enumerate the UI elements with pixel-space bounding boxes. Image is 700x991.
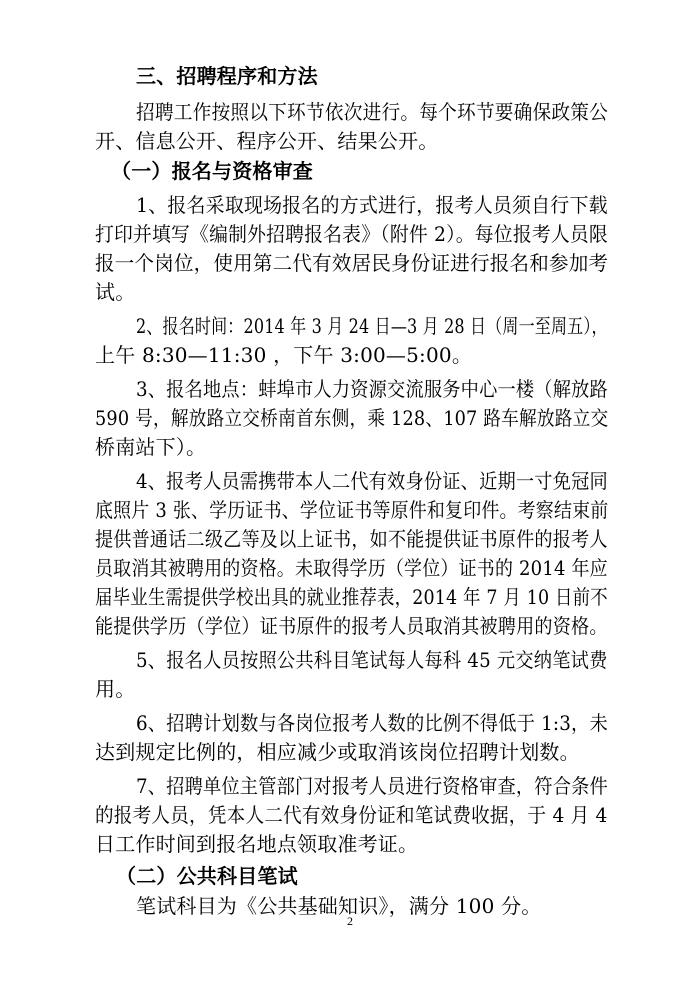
subsection-heading: （一）报名与资格审查	[111, 159, 313, 183]
section-heading: 三、招聘程序和方法	[136, 64, 318, 88]
paragraph-line: 3、报名地点：蚌埠市人力资源交流服务中心一楼（解放路	[136, 377, 608, 401]
paragraph-line: 5、报名人员按照公共科目笔试每人每科 45 元交纳笔试费	[136, 648, 608, 672]
paragraph-line: 4、报考人员需携带本人二代有效身份证、近期一寸免冠同	[136, 469, 608, 493]
paragraph-line: 2、报名时间：2014 年 3 月 24 日—3 月 28 日（周一至周五），	[136, 314, 608, 338]
paragraph-line: 试。	[95, 280, 136, 304]
page-number: 2	[347, 914, 353, 928]
paragraph-line: 报一个岗位，使用第二代有效居民身份证进行报名和参加考	[95, 251, 609, 275]
paragraph-line: 提供普通话二级乙等及以上证书，如不能提供证书原件的报考人	[95, 527, 608, 551]
subsection-heading: （二）公共科目笔试	[116, 864, 298, 888]
paragraph-line: 笔试科目为《公共基础知识》，满分 100 分。	[136, 894, 542, 918]
paragraph-line: 届毕业生需提供学校出具的就业推荐表，2014 年 7 月 10 日前不	[95, 585, 608, 609]
paragraph-line: 打印并填写《编制外招聘报名表》（附件 2）。每位报考人员限	[95, 222, 608, 246]
paragraph-line: 能提供学历（学位）证书原件的报考人员取消其被聘用的资格。	[95, 614, 608, 638]
paragraph-line: 达到规定比例的，相应减少或取消该岗位招聘计划数。	[95, 740, 580, 764]
paragraph-line: 7、招聘单位主管部门对报考人员进行资格审查，符合条件	[136, 774, 608, 798]
paragraph-line: 的报考人员，凭本人二代有效身份证和笔试费收据，于 4 月 4	[95, 803, 608, 827]
paragraph-line: 招聘工作按照以下环节依次进行。每个环节要确保政策公	[136, 100, 609, 124]
paragraph-line: 底照片 3 张、学历证书、学位证书等原件和复印件。考察结束前	[95, 498, 609, 522]
paragraph-line: 日工作时间到报名地点领取准考证。	[95, 832, 419, 856]
paragraph-line: 上午 8:30—11:30 ，下午 3:00—5:00。	[95, 343, 473, 367]
paragraph-line: 桥南站下）。	[95, 435, 207, 459]
paragraph-line: 590 号，解放路立交桥南首东侧，乘 128、107 路车解放路立交	[95, 406, 609, 430]
paragraph-line: 员取消其被聘用的资格。未取得学历（学位）证书的 2014 年应	[95, 556, 608, 580]
paragraph-line: 1、报名采取现场报名的方式进行，报考人员须自行下载	[136, 193, 608, 217]
paragraph-line: 6、招聘计划数与各岗位报考人数的比例不得低于 1:3，未	[136, 711, 608, 735]
paragraph-line: 用。	[95, 677, 136, 701]
paragraph-line: 开、信息公开、程序公开、结果公开。	[95, 129, 439, 153]
